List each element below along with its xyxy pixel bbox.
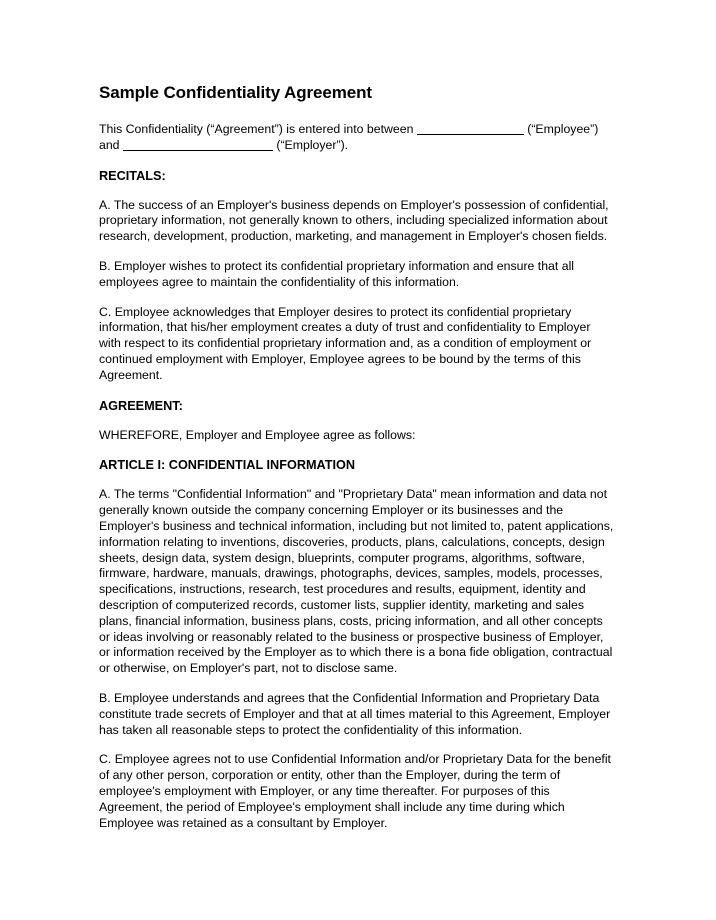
intro-paragraph [99, 122, 614, 154]
intro-text-between-blanks: (“Employee”) and [99, 122, 599, 152]
employee-name-blank[interactable] [417, 134, 524, 135]
recitals-paragraph-c: C. Employee acknowledges that Employer desires to protect its confidential proprietary information, that his/her employment creates a duty of trust and confidentiality to Employer with respect to its confidential proprietary information and, as a condition of employment or continued employment with Employer, Employee agrees to be bound by the terms of this Agreement. [99, 304, 592, 382]
page-title: Sample Confidentiality Agreement [99, 83, 372, 102]
employer-name-blank[interactable] [123, 150, 273, 151]
article-one-paragraph-b: B. Employee understands and agrees that the Confidential Information and Proprietary Data constitute trade secrets of Employer and that at all times material to this Agreement, Employer has taken all reasonable steps to protect the confidentiality of this information. [99, 690, 611, 737]
wherefore-paragraph: WHEREFORE, Employer and Employee agree as follows: [99, 427, 416, 442]
recitals-paragraph-b: B. Employer wishes to protect its confidential proprietary information and ensure that all employees agree to maintain the confidentiality of this information. [99, 258, 575, 289]
article-one-paragraph-c: C. Employee agrees not to use Confidential Information and/or Proprietary Data for the benefit of any other person, corporation or entity, other than the Employer, during the term of employee's employment with Employer, or any time thereafter. For purposes of this Agreement, the period of Employee's employment shall include any time during which Employee was retained as a consultant by Employer. [99, 752, 611, 830]
document-content [99, 82, 614, 831]
agreement-heading: AGREEMENT: [99, 398, 183, 413]
intro-text-before-employee-blank: This Confidentiality (“Agreement”) is entered into between [99, 122, 417, 136]
recitals-heading: RECITALS: [99, 168, 166, 183]
intro-text-after-employer-blank: (“Employer”). [272, 137, 349, 152]
recitals-paragraph-a: A. The success of an Employer's business depends on Employer's possession of confidential, proprietary information, not generally known to others, including specialized information about research, development, production, marketing, and management in Employer's chosen fields. [99, 197, 609, 244]
article-one-heading: ARTICLE I: CONFIDENTIAL INFORMATION [99, 458, 356, 473]
article-one-paragraph-a: A. The terms "Confidential Information" and "Proprietary Data" mean information and data not generally known outside the company concerning Employer or its businesses and the Employer's business and technical information, including but not limited to, patent applications, information relating to inventions, discoveries, products, plans, calculations, concepts, design sheets, design data, system design, blueprints, computer programs, algorithms, software, firmware, hardware, manuals, drawings, photographs, devices, samples, models, processes, specifications, instructions, research, test procedures and results, equipment, identity and description of computerized records, customer lists, supplier identity, marketing and sales plans, financial information, business plans, costs, pricing information, and all other concepts or ideas involving or reasonably related to the business or prospective business of Employer, or information received by the Employer as to which there is a bona fide obligation, contractual or otherwise, on Employer's part, not to disclose same. [99, 487, 614, 676]
